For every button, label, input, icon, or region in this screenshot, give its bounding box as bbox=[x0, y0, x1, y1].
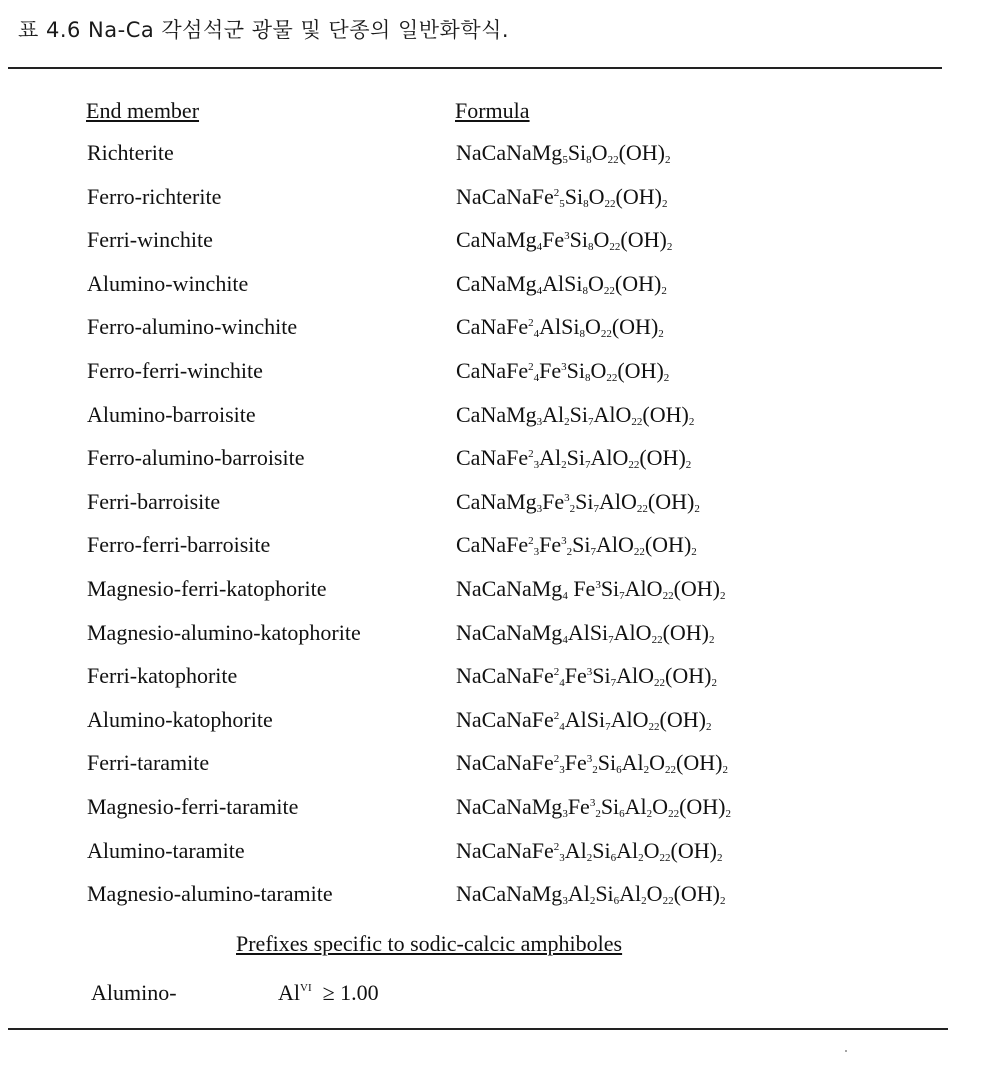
formula-part: 2 bbox=[564, 415, 570, 428]
formula-part: 7 bbox=[590, 546, 596, 559]
formula-part: AlO bbox=[595, 532, 634, 558]
chemical-formula bbox=[456, 838, 722, 864]
chemical-formula bbox=[456, 620, 715, 646]
formula-part: 3 bbox=[533, 459, 540, 472]
formula-part: (OH) bbox=[670, 837, 717, 863]
formula-part: 4 bbox=[559, 677, 565, 690]
formula-part: NaCaNaFe bbox=[456, 837, 554, 863]
formula-part: 22 bbox=[603, 284, 615, 297]
formula-part: 8 bbox=[583, 197, 589, 210]
formula-part: Si bbox=[592, 663, 611, 689]
formula-part: 8 bbox=[579, 328, 585, 341]
formula-part: 2 bbox=[528, 535, 534, 548]
formula-part: (OH) bbox=[676, 750, 723, 776]
formula-part: 22 bbox=[631, 415, 643, 428]
formula-part: Al bbox=[542, 401, 565, 427]
formula-part: 8 bbox=[586, 154, 592, 166]
chemical-formula bbox=[456, 140, 671, 166]
formula-part: Si bbox=[575, 488, 594, 514]
formula-part: 2 bbox=[592, 764, 598, 777]
formula-part: 7 bbox=[588, 415, 594, 428]
formula-part: 2 bbox=[711, 677, 717, 690]
formula-part: (OH) bbox=[665, 663, 712, 689]
formula-part: 7 bbox=[605, 720, 611, 733]
end-member-name: Magnesio-alumino-taramite bbox=[87, 881, 333, 907]
formula-part: 6 bbox=[613, 895, 620, 908]
table-row bbox=[0, 838, 991, 882]
end-member-name: Ferro-ferri-barroisite bbox=[87, 532, 271, 558]
formula-part: 7 bbox=[619, 589, 625, 602]
chemical-formula bbox=[456, 576, 726, 602]
formula-part: 2 bbox=[586, 851, 593, 864]
formula-part: AlO bbox=[590, 445, 629, 471]
formula-part: Si bbox=[572, 532, 591, 558]
prefixes-title: Prefixes specific to sodic-calcic amphiboles bbox=[236, 931, 623, 956]
formula-part: Al bbox=[616, 837, 639, 863]
formula-part: 2 bbox=[709, 633, 715, 646]
formula-part: Fe bbox=[539, 357, 562, 383]
end-member-name: Alumino-barroisite bbox=[87, 401, 256, 427]
end-member-name: Ferri-taramite bbox=[87, 750, 210, 776]
formula-part: 4 bbox=[562, 589, 568, 602]
formula-part: AlSi bbox=[564, 706, 606, 732]
formula-part: 2 bbox=[643, 764, 650, 777]
formula-part: 4 bbox=[533, 328, 540, 341]
formula-part: 3 bbox=[536, 502, 543, 515]
formula-part: 7 bbox=[608, 633, 614, 646]
formula-part: 2 bbox=[553, 840, 560, 853]
formula-part: O bbox=[588, 270, 604, 296]
formula-part: 2 bbox=[661, 197, 668, 210]
chemical-formula bbox=[456, 489, 700, 515]
formula-part: Fe bbox=[542, 488, 565, 514]
prefix-condition bbox=[278, 980, 379, 1006]
formula-part: 2 bbox=[716, 851, 723, 864]
formula-part: Fe bbox=[542, 227, 565, 253]
formula-part: NaCaNaMg bbox=[456, 575, 563, 601]
formula-part: (OH) bbox=[618, 140, 665, 165]
formula-part: Al bbox=[621, 750, 644, 776]
formula-part: Si bbox=[566, 445, 585, 471]
formula-part: NaCaNaFe bbox=[456, 183, 554, 209]
table-row bbox=[0, 445, 991, 489]
formula-part: 8 bbox=[588, 241, 594, 254]
formula-part: AlO bbox=[613, 619, 652, 645]
formula-part: 3 bbox=[562, 807, 568, 820]
formula-part: NaCaNaFe bbox=[456, 750, 554, 776]
formula-part: CaNaMg bbox=[456, 270, 537, 296]
table-row bbox=[0, 314, 991, 358]
table-row bbox=[0, 184, 991, 228]
formula-part: Al bbox=[539, 445, 562, 471]
formula-part: 7 bbox=[610, 677, 617, 690]
formula-part: 22 bbox=[600, 328, 612, 341]
formula-part: 22 bbox=[659, 851, 671, 864]
table-row bbox=[0, 532, 991, 576]
formula-part: 2 bbox=[694, 502, 700, 515]
formula-part: NaCaNaMg bbox=[456, 140, 563, 165]
prefix-superscript: VI bbox=[300, 982, 312, 994]
formula-part: 2 bbox=[691, 546, 697, 559]
table-row bbox=[0, 707, 991, 751]
header-end-member: End member bbox=[86, 98, 200, 123]
formula-part: Al bbox=[567, 881, 590, 907]
formula-part: Si bbox=[564, 183, 584, 209]
formula-part: 3 bbox=[561, 535, 567, 548]
formula-part: (OH) bbox=[620, 227, 667, 253]
formula-part: Si bbox=[569, 401, 589, 427]
formula-part: O bbox=[591, 140, 608, 165]
formula-part: 22 bbox=[633, 546, 645, 559]
chemical-formula bbox=[456, 314, 664, 340]
top-rule bbox=[8, 67, 942, 69]
formula-part: AlSi bbox=[539, 314, 580, 340]
formula-part: 2 bbox=[528, 317, 534, 330]
end-member-name: Alumino-winchite bbox=[87, 270, 249, 296]
formula-part: 2 bbox=[663, 371, 670, 384]
prefix-symbol: Al bbox=[278, 980, 300, 1005]
table-row bbox=[0, 663, 991, 707]
formula-part: 2 bbox=[638, 851, 644, 864]
formula-part: 22 bbox=[628, 459, 640, 472]
formula-part: AlO bbox=[616, 663, 654, 689]
table-row bbox=[0, 881, 991, 925]
formula-part: 3 bbox=[586, 666, 593, 679]
formula-part: 3 bbox=[562, 895, 568, 908]
chemical-formula bbox=[456, 707, 711, 733]
formula-part: 2 bbox=[688, 415, 695, 428]
formula-part: 4 bbox=[536, 284, 543, 297]
formula-part: AlO bbox=[610, 706, 649, 732]
formula-part: Fe bbox=[567, 575, 596, 601]
end-member-name: Magnesio-alumino-katophorite bbox=[87, 619, 361, 645]
formula-part: 22 bbox=[609, 241, 621, 254]
formula-part: NaCaNaFe bbox=[456, 663, 554, 689]
end-member-name: Ferro-alumino-barroisite bbox=[87, 445, 305, 471]
formula-part: AlO bbox=[599, 488, 637, 514]
header-formula: Formula bbox=[455, 98, 530, 123]
table-caption: 표 4.6 Na-Ca 각섬석군 광물 및 단종의 일반화학식. bbox=[18, 18, 510, 42]
table-row bbox=[0, 620, 991, 664]
formula-part: Si bbox=[600, 793, 620, 819]
end-member-name: Ferri-barroisite bbox=[87, 488, 221, 514]
formula-part: 4 bbox=[533, 371, 540, 384]
formula-part: AlSi bbox=[542, 270, 583, 296]
formula-part: Fe bbox=[539, 532, 562, 558]
chemical-formula bbox=[456, 445, 691, 471]
formula-part: 6 bbox=[616, 764, 622, 777]
formula-part: 3 bbox=[564, 230, 570, 243]
chemical-formula bbox=[456, 750, 728, 776]
formula-part: AlO bbox=[593, 401, 632, 427]
formula-part: 2 bbox=[553, 709, 560, 722]
formula-part: 8 bbox=[582, 284, 589, 297]
formula-part: 22 bbox=[665, 764, 676, 777]
formula-part: Fe bbox=[567, 793, 590, 819]
bottom-rule bbox=[8, 1028, 948, 1030]
table-row bbox=[0, 271, 991, 315]
formula-part: O bbox=[590, 357, 607, 383]
formula-part: (OH) bbox=[647, 488, 695, 514]
formula-part: Si bbox=[592, 837, 611, 863]
formula-part: 3 bbox=[533, 546, 540, 559]
formula-part: CaNaMg bbox=[456, 227, 537, 253]
formula-part: 8 bbox=[584, 371, 591, 384]
formula-part: 3 bbox=[559, 851, 565, 864]
formula-part: Si bbox=[569, 227, 589, 253]
formula-part: CaNaFe bbox=[456, 314, 529, 340]
formula-part: (OH) bbox=[611, 314, 659, 340]
formula-part: 2 bbox=[595, 807, 601, 820]
formula-part: 22 bbox=[654, 677, 665, 690]
formula-part: CaNaMg bbox=[456, 401, 537, 427]
formula-part: 2 bbox=[661, 284, 667, 297]
formula-part: 4 bbox=[562, 633, 568, 646]
formula-part: 2 bbox=[720, 895, 726, 908]
table-row bbox=[0, 402, 991, 446]
formula-part: Si bbox=[566, 357, 585, 383]
formula-part: 22 bbox=[604, 197, 616, 210]
table-body bbox=[0, 140, 991, 925]
formula-part: 2 bbox=[665, 154, 671, 166]
formula-part: Si bbox=[597, 750, 617, 776]
formula-part: Al bbox=[619, 881, 642, 907]
formula-part: CaNaFe bbox=[456, 357, 529, 383]
formula-part: Fe bbox=[564, 750, 587, 776]
formula-part: 2 bbox=[722, 764, 728, 777]
chemical-formula bbox=[456, 358, 669, 384]
formula-part: 4 bbox=[536, 241, 543, 254]
formula-part: 2 bbox=[566, 546, 573, 559]
formula-part: 7 bbox=[593, 502, 600, 515]
formula-part: 5 bbox=[559, 197, 565, 210]
formula-part: 2 bbox=[646, 807, 653, 820]
formula-part: 2 bbox=[720, 589, 726, 602]
formula-part: 22 bbox=[606, 371, 618, 384]
table-row bbox=[0, 358, 991, 402]
formula-part: 2 bbox=[528, 448, 534, 461]
formula-part: 2 bbox=[705, 720, 712, 733]
formula-part: 3 bbox=[595, 578, 601, 591]
formula-part: 3 bbox=[586, 753, 593, 766]
chemical-formula bbox=[456, 184, 667, 210]
end-member-name: Ferro-alumino-winchite bbox=[87, 314, 298, 340]
formula-part: 2 bbox=[569, 502, 576, 515]
formula-part: O bbox=[588, 183, 605, 209]
formula-part: (OH) bbox=[673, 881, 720, 907]
formula-part: 3 bbox=[589, 796, 596, 809]
end-member-name: Ferri-katophorite bbox=[87, 663, 238, 689]
chemical-formula bbox=[456, 663, 717, 689]
end-member-name: Ferri-winchite bbox=[87, 227, 213, 253]
formula-part: NaCaNaFe bbox=[456, 706, 554, 732]
formula-part: 2 bbox=[589, 895, 596, 908]
end-member-name: Richterite bbox=[87, 140, 174, 165]
formula-part: (OH) bbox=[659, 706, 706, 732]
table-row bbox=[0, 489, 991, 533]
end-member-name: Magnesio-ferri-taramite bbox=[87, 793, 299, 819]
formula-part: AlSi bbox=[567, 619, 609, 645]
formula-part: (OH) bbox=[639, 445, 686, 471]
formula-part: 7 bbox=[584, 459, 591, 472]
formula-part: 22 bbox=[607, 154, 619, 166]
formula-part: CaNaFe bbox=[456, 532, 529, 558]
formula-part: 22 bbox=[662, 589, 674, 602]
formula-part: 5 bbox=[562, 154, 568, 166]
formula-part: CaNaFe bbox=[456, 445, 529, 471]
formula-part: 2 bbox=[553, 666, 560, 679]
formula-part: 22 bbox=[668, 807, 680, 820]
formula-part: 2 bbox=[725, 807, 731, 820]
formula-part: O bbox=[593, 227, 610, 253]
formula-part: 2 bbox=[658, 328, 664, 341]
chemical-formula bbox=[456, 881, 726, 907]
formula-part: 3 bbox=[559, 764, 565, 777]
formula-part: 3 bbox=[536, 415, 543, 428]
formula-part: 2 bbox=[553, 186, 560, 199]
table-row bbox=[0, 750, 991, 794]
chemical-formula bbox=[456, 794, 731, 820]
formula-part: (OH) bbox=[662, 619, 709, 645]
table-row bbox=[0, 794, 991, 838]
end-member-name: Ferro-richterite bbox=[87, 183, 222, 209]
table-row bbox=[0, 576, 991, 620]
formula-part: AlO bbox=[624, 575, 663, 601]
chemical-formula bbox=[456, 402, 694, 428]
formula-part: 3 bbox=[564, 491, 570, 504]
formula-part: 6 bbox=[619, 807, 625, 820]
formula-part: O bbox=[646, 881, 663, 907]
formula-part: NaCaNaMg bbox=[456, 619, 563, 645]
formula-part: NaCaNaMg bbox=[456, 793, 563, 819]
formula-part: Si bbox=[600, 575, 620, 601]
formula-part: 3 bbox=[561, 360, 567, 373]
formula-part: Al bbox=[564, 837, 587, 863]
formula-part: (OH) bbox=[617, 357, 664, 383]
table-row bbox=[0, 140, 991, 184]
chemical-formula bbox=[456, 227, 672, 253]
chemical-formula bbox=[456, 532, 697, 558]
formula-part: 2 bbox=[685, 459, 692, 472]
formula-part: 2 bbox=[666, 241, 673, 254]
formula-part: 6 bbox=[610, 851, 617, 864]
formula-part: 22 bbox=[636, 502, 648, 515]
formula-part: Si bbox=[567, 140, 587, 165]
formula-part: O bbox=[652, 793, 669, 819]
formula-part: Al bbox=[624, 793, 647, 819]
end-member-name: Alumino-katophorite bbox=[87, 706, 273, 732]
formula-part: CaNaMg bbox=[456, 488, 537, 514]
formula-part: (OH) bbox=[614, 270, 662, 296]
formula-part: 2 bbox=[553, 753, 560, 766]
formula-part: 2 bbox=[561, 459, 567, 472]
formula-part: NaCaNaMg bbox=[456, 881, 563, 907]
formula-part: O bbox=[643, 837, 660, 863]
formula-part: 22 bbox=[651, 633, 663, 646]
formula-part: 22 bbox=[662, 895, 674, 908]
formula-part: 2 bbox=[528, 360, 534, 373]
formula-part: 2 bbox=[641, 895, 647, 908]
formula-part: (OH) bbox=[679, 793, 726, 819]
prefix-value: ≥ 1.00 bbox=[322, 980, 379, 1005]
end-member-name: Alumino-taramite bbox=[87, 837, 245, 863]
formula-part: (OH) bbox=[673, 575, 720, 601]
formula-part: Si bbox=[595, 881, 614, 907]
end-member-name: Ferro-ferri-winchite bbox=[87, 357, 263, 383]
formula-part: Fe bbox=[564, 663, 587, 689]
prefix-name: Alumino- bbox=[91, 980, 177, 1005]
chemical-formula bbox=[456, 271, 667, 297]
formula-part: 22 bbox=[648, 720, 660, 733]
formula-part: O bbox=[649, 750, 665, 776]
end-member-name: Magnesio-ferri-katophorite bbox=[87, 575, 327, 601]
scan-speck bbox=[845, 1050, 847, 1052]
formula-part: (OH) bbox=[615, 183, 662, 209]
formula-part: (OH) bbox=[642, 401, 689, 427]
formula-part: 4 bbox=[559, 720, 565, 733]
formula-part: O bbox=[584, 314, 601, 340]
table-row bbox=[0, 227, 991, 271]
formula-part: (OH) bbox=[644, 532, 692, 558]
